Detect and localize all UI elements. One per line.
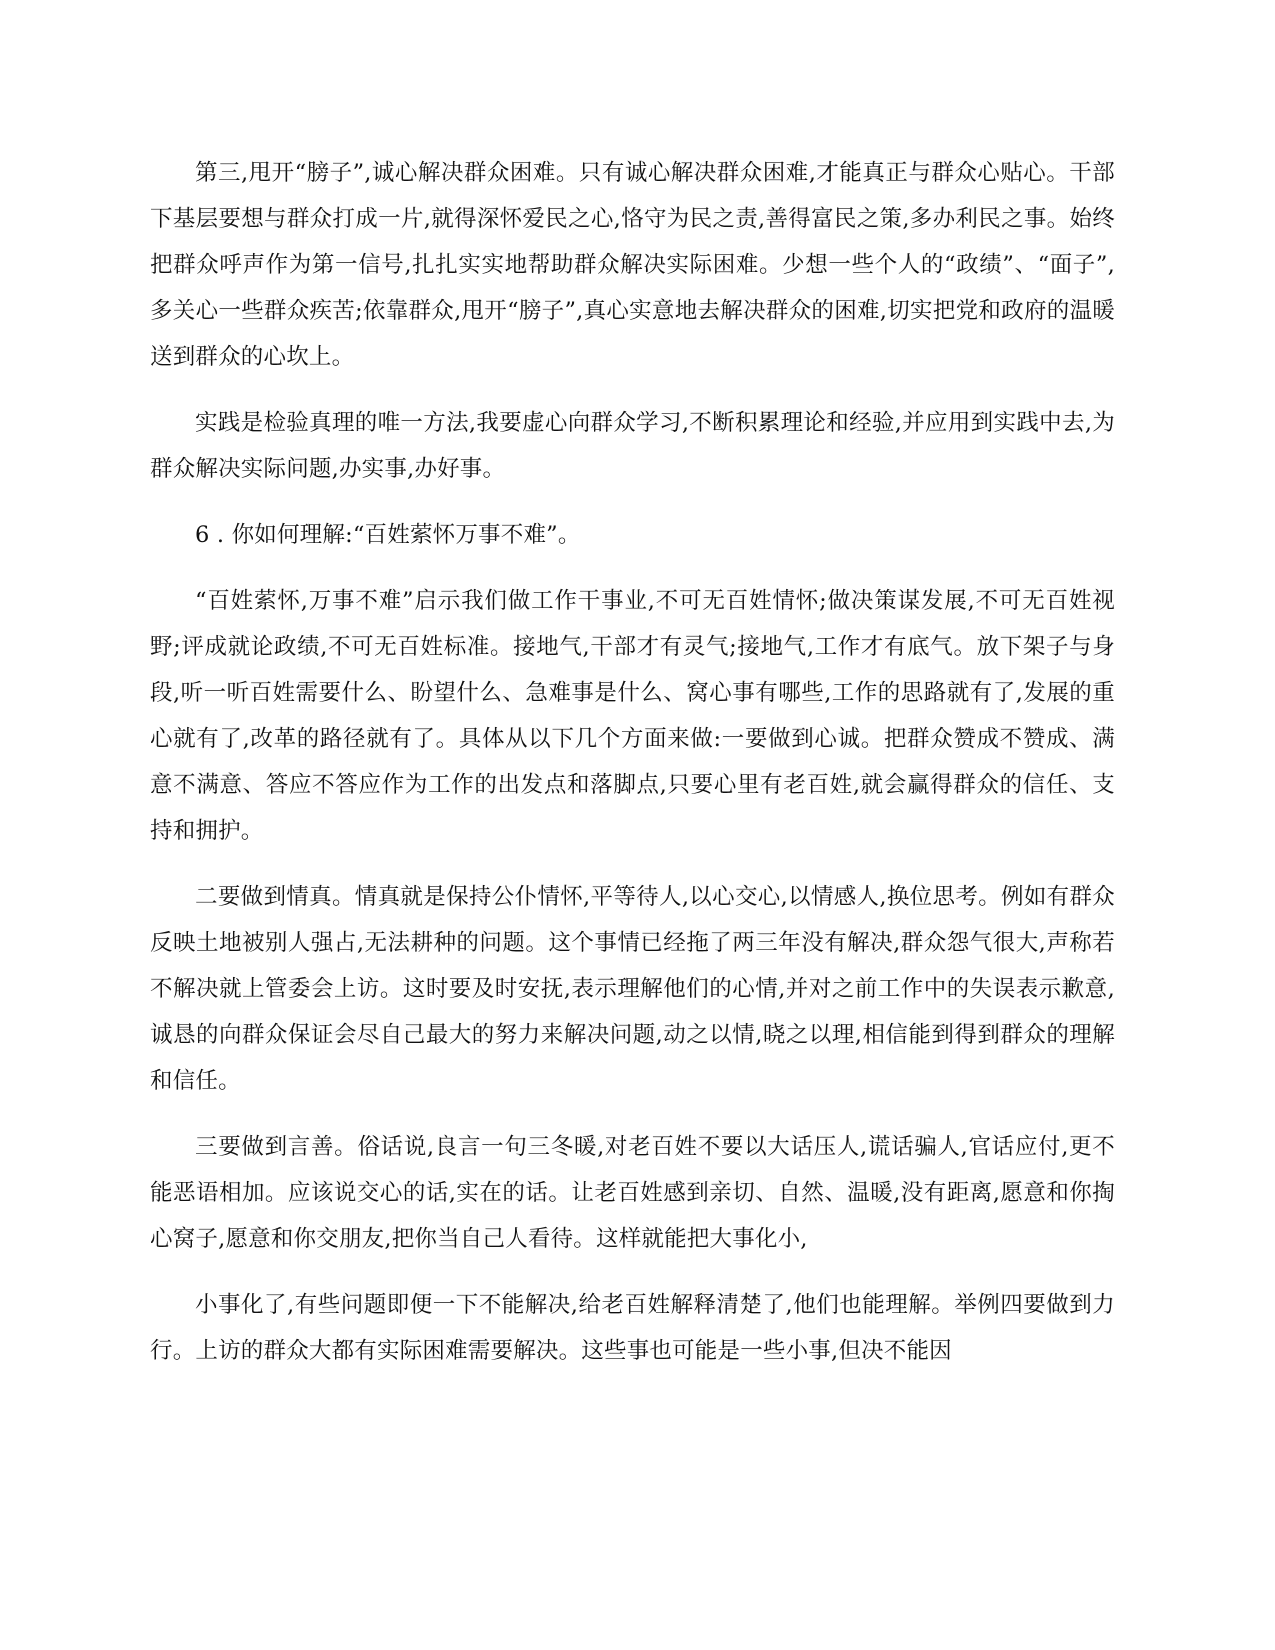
- paragraph-practice: 实践是检验真理的唯一方法,我要虚心向群众学习,不断积累理论和经验,并应用到实践中去,为群众解决实际问题,办实事,办好事。: [150, 410, 1115, 482]
- paragraph-answer-intro: “百姓萦怀,万事不难”启示我们做工作干事业,不可无百姓情怀;做决策谋发展,不可无百姓视野;评成就论政绩,不可无百姓标准。接地气,干部才有灵气;接地气,工作才有底气。放下架子与身段,听一听百姓需要什么、盼望什么、急难事是什么、窝心事有哪些,工作的思路就有了,发展的重心就有了,改革的路径就有了。具体从以下几个方面来做:一要做到心诚。把群众赞成不赞成、满意不满意、答应不答应作为工作的出发点和落脚点,只要心里有老百姓,就会赢得群众的信任、支持和拥护。: [150, 588, 1115, 844]
- paragraph-kind-words: 三要做到言善。俗话说,良言一句三冬暖,对老百姓不要以大话压人,谎话骗人,官话应付,更不能恶语相加。应该说交心的话,实在的话。让老百姓感到亲切、自然、温暖,没有距离,愿意和你掏心窝子,愿意和你交朋友,把你当自己人看待。这样就能把大事化小,: [150, 1134, 1115, 1252]
- paragraph-sincere-feeling: 二要做到情真。情真就是保持公仆情怀,平等待人,以心交心,以情感人,换位思考。例如有群众反映土地被别人强占,无法耕种的问题。这个事情已经拖了两三年没有解决,群众怨气很大,声称若不解决就上管委会上访。这时要及时安抚,表示理解他们的心情,并对之前工作中的失误表示歉意,诚恳的向群众保证会尽自己最大的努力来解决问题,动之以情,晓之以理,相信能到得到群众的理解和信任。: [150, 884, 1115, 1094]
- paragraph-solve-difficulties: 第三,甩开“膀子”,诚心解决群众困难。只有诚心解决群众困难,才能真正与群众心贴心。干部下基层要想与群众打成一片,就得深怀爱民之心,恪守为民之责,善得富民之策,多办利民之事。始终把群众呼声作为第一信号,扎扎实实地帮助群众解决实际困难。少想一些个人的“政绩”、“面子”,多关心一些群众疾苦;依靠群众,甩开“膀子”,真心实意地去解决群众的困难,切实把党和政府的温暖送到群众的心坎上。: [150, 160, 1115, 370]
- question-heading: 6 . 你如何理解:“百姓萦怀万事不难”。: [195, 522, 581, 548]
- document-body: [150, 150, 1115, 1394]
- paragraph-action: 小事化了,有些问题即便一下不能解决,给老百姓解释清楚了,他们也能理解。举例四要做到力行。上访的群众大都有实际困难需要解决。这些事也可能是一些小事,但决不能因: [150, 1292, 1115, 1364]
